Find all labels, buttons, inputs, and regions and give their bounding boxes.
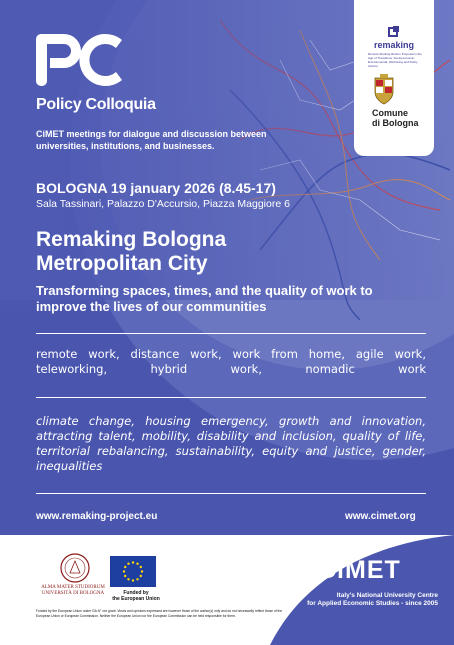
remaking-tagline: Remote Working Reform Proposal in the Age of Transitions: Socioeconomic, Environmental, Well-being and Policy Actions [368,52,422,68]
eu-flag-icon [110,556,156,587]
comune-line-2: di Bologna [372,118,419,128]
pc-logo-icon [36,30,126,90]
cimet-logo: CiMET [318,556,401,584]
divider-top [36,333,426,334]
unibo-seal-icon [60,553,90,583]
cimet-tag-line-1: Italy's National University Centre [336,592,438,599]
bologna-coat-of-arms-icon [371,74,397,106]
divider-middle [36,397,426,398]
eu-funded-line-2: the European Union [112,596,160,602]
eu-funded-line-1: Funded by [123,590,149,596]
intro-text: CiMET meetings for dialogue and discussion between universities, institutions, and businesses. [36,129,267,151]
eu-disclaimer: Funded by the European Union under GA N° xxx grant. Views and opinions expressed are however those of the author(s) only and do not necessarily reflect those of the European Union or European Commission. Neither the European Union nor the European Commission can be held responsible for them. [36,609,283,618]
remaking-website-link[interactable]: www.remaking-project.eu [36,511,158,522]
event-date: BOLOGNA 19 january 2026 (8.45-17) [36,180,276,196]
cimet-tag-line-2: for Applied Economic Studies - since 2005 [307,600,438,607]
comune-name [372,108,419,128]
title-line-2: Metropolitan City [36,252,208,275]
series-name: Policy Colloquia [36,96,156,113]
event-venue: Sala Tassinari, Palazzo D'Accursio, Piazza Maggiore 6 [36,198,290,210]
remaking-logo-icon [387,26,399,38]
cimet-website-link[interactable]: www.cimet.org [345,511,416,522]
eu-funded-text [106,590,166,602]
event-title [36,228,226,276]
title-line-1: Remaking Bologna [36,228,227,251]
event-subtitle: Transforming spaces, times, and the quality of work to improve the lives of our communities [36,283,373,314]
cimet-tagline [262,592,438,608]
topics-text: climate change, housing emergency, growth and innovation, attracting talent, mobility, disability and inclusion, quality of life, territorial rebalancing, sustainability, equity and justice, gender, inequalities [36,414,426,473]
comune-line-1: Comune [372,108,408,118]
keywords-text: remote work, distance work, work from home, agile work, teleworking, hybrid work, nomadic work [36,347,426,376]
partner-panel [354,0,434,156]
unibo-name: ALMA MATER STUDIORUM UNIVERSITÀ DI BOLOGNA [41,585,105,596]
remaking-name: remaking [373,40,415,50]
divider-bottom [36,493,426,494]
